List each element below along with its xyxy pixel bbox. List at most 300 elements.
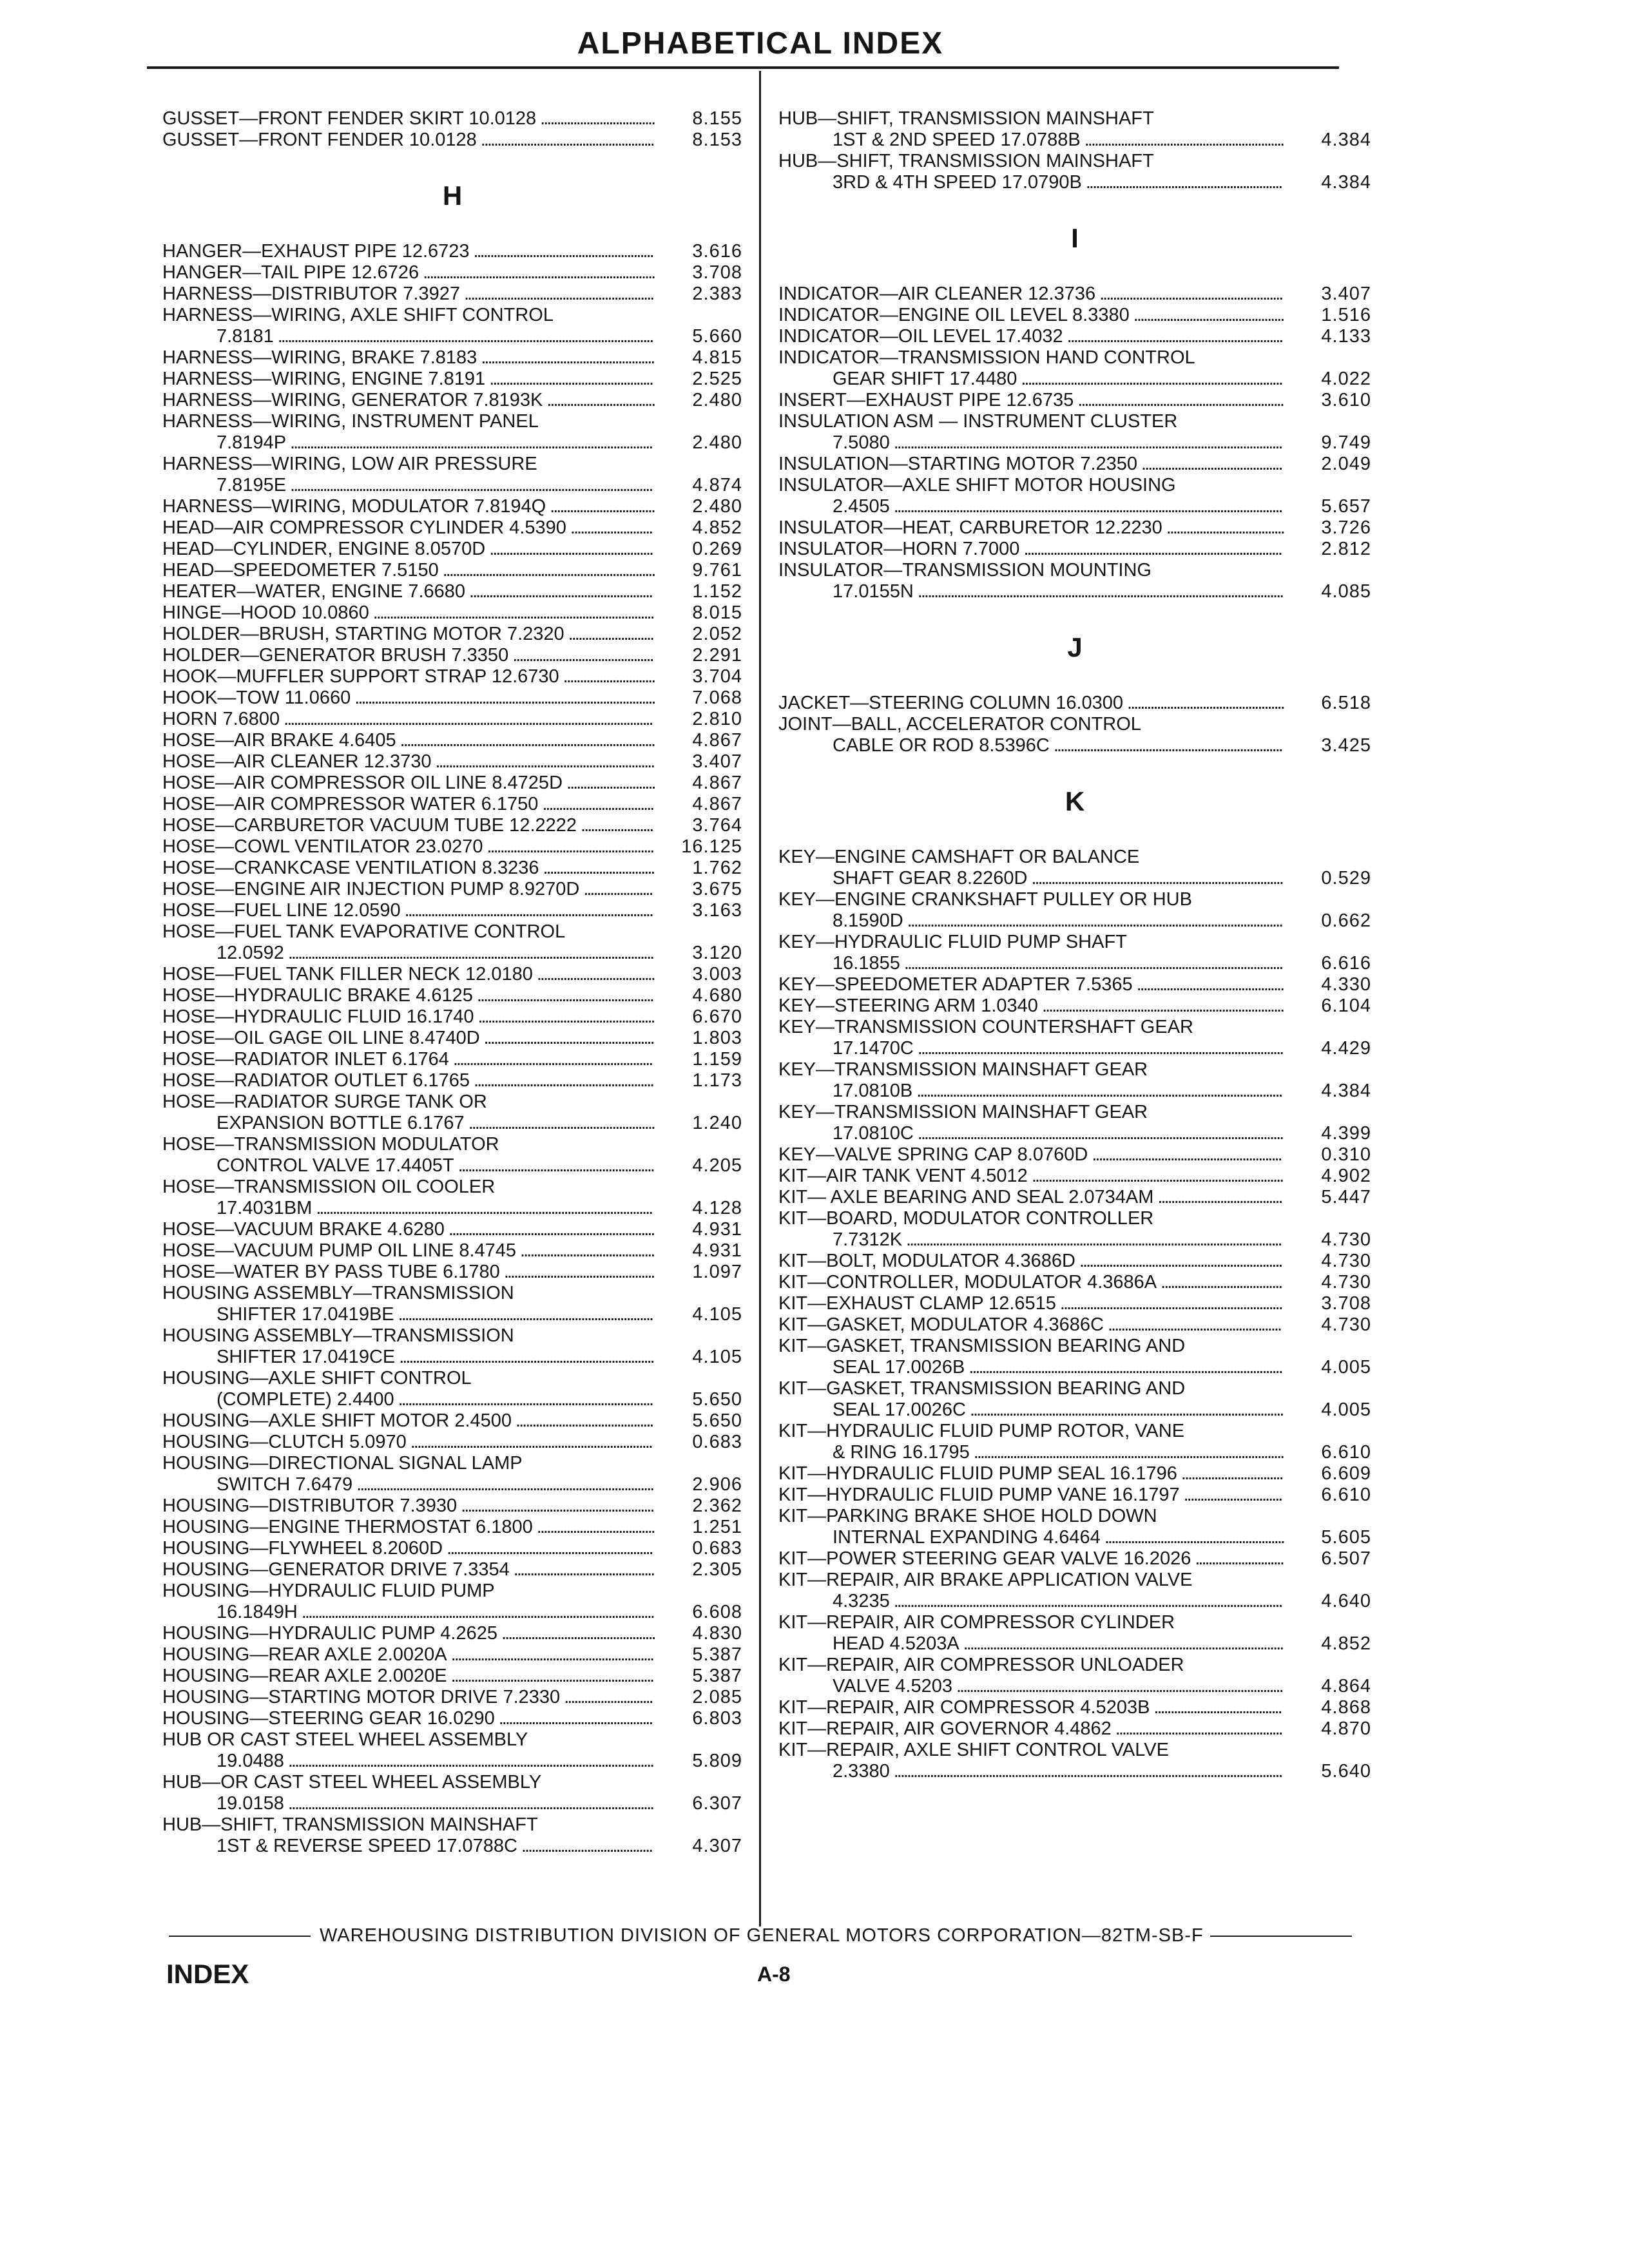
entry-label: HOSE—FUEL LINE 12.0590	[162, 900, 401, 921]
index-page-number: 6.608	[692, 1602, 742, 1622]
entry-label: HORN 7.6800	[162, 709, 280, 729]
index-entry	[162, 730, 742, 751]
index-entry-continuation	[778, 172, 1371, 193]
index-entry-text	[778, 974, 1283, 995]
entry-label: 3RD & 4TH SPEED 17.0790B	[833, 172, 1082, 193]
dot-leader: .........................	[570, 517, 652, 538]
index-entry	[162, 1325, 742, 1347]
index-page-number: 5.387	[692, 1666, 742, 1686]
index-entry	[778, 714, 1371, 735]
entry-label: INDICATOR—TRANSMISSION HAND CONTROL	[778, 347, 1195, 368]
index-page-number: 2.362	[692, 1495, 742, 1516]
index-page-number: 3.407	[1321, 284, 1371, 304]
index-entry	[162, 900, 742, 921]
index-entry-continuation	[162, 1113, 742, 1134]
index-entry	[162, 1559, 742, 1581]
index-entry-text	[162, 1581, 495, 1602]
index-page-number: 4.399	[1321, 1123, 1371, 1144]
entry-label: KIT—REPAIR, AIR COMPRESSOR 4.5203B	[778, 1697, 1150, 1718]
index-entry-text	[217, 943, 653, 964]
entry-label: HOOK—MUFFLER SUPPORT STRAP 12.6730	[162, 666, 559, 687]
dot-leader: ..............................................................................	[400, 730, 655, 751]
index-page-number: 9.761	[692, 560, 742, 581]
index-entry-text	[778, 1485, 1281, 1506]
index-entry-text	[162, 1410, 652, 1432]
entry-label: HOUSING—STEERING GEAR 16.0290	[162, 1708, 495, 1729]
dot-leader: ..............................	[1183, 1485, 1282, 1505]
index-entry-text	[778, 1740, 1169, 1761]
index-entry-text	[833, 432, 1282, 454]
index-entry	[162, 1219, 742, 1240]
index-entry	[778, 1251, 1371, 1272]
section-label: INDEX	[166, 1959, 249, 1989]
index-entry-text	[833, 1761, 1282, 1782]
entry-label: HUB—SHIFT, TRANSMISSION MAINSHAFT	[162, 1814, 538, 1835]
index-entry	[778, 517, 1371, 539]
footer-rule-right	[1210, 1936, 1352, 1937]
entry-label: HOSE—RADIATOR OUTLET 6.1765	[162, 1070, 470, 1091]
entry-label: KEY—ENGINE CRANKSHAFT PULLEY OR HUB	[778, 889, 1192, 910]
dot-leader: ............................................................................................	[354, 687, 655, 708]
index-entry	[778, 1208, 1371, 1229]
index-entry-text	[162, 1708, 651, 1729]
entry-label: INSULATOR—HORN 7.7000	[778, 539, 1020, 559]
index-entry-continuation	[778, 1761, 1371, 1782]
entry-label: 16.1849H	[217, 1602, 298, 1622]
entry-label: HEAD 4.5203A	[833, 1633, 959, 1654]
index-page-number: 5.809	[692, 1751, 742, 1771]
index-entry-text	[162, 108, 654, 130]
entry-label: 8.1590D	[833, 910, 903, 931]
index-entry	[162, 262, 742, 284]
dot-leader: ....................................................................	[1059, 1293, 1282, 1314]
entry-label: INSULATION ASM — INSTRUMENT CLUSTER	[778, 411, 1178, 432]
dot-leader: .......................................................................................................................	[893, 1761, 1282, 1782]
index-entry-continuation	[778, 868, 1371, 889]
index-page-number: 8.015	[692, 602, 742, 623]
dot-leader: ............................................................	[1085, 172, 1282, 193]
index-entry	[778, 454, 1371, 475]
index-entry-continuation	[162, 943, 742, 964]
entry-label: 4.3235	[833, 1591, 890, 1611]
index-entry-continuation	[778, 432, 1371, 454]
index-entry-text	[833, 1633, 1282, 1655]
index-page-number: 4.133	[1321, 326, 1371, 347]
index-entry	[778, 1506, 1371, 1527]
entry-label: HEAD—AIR COMPRESSOR CYLINDER 4.5390	[162, 517, 566, 538]
dot-leader: ......................................................	[477, 1006, 654, 1027]
entry-label: VALVE 4.5203	[833, 1676, 952, 1696]
index-entry	[162, 1666, 742, 1687]
index-entry	[778, 693, 1371, 714]
entry-label: HOSE—TRANSMISSION MODULATOR	[162, 1134, 499, 1155]
index-entry-text	[162, 687, 655, 709]
entry-label: KIT—HYDRAULIC FLUID PUMP SEAL 16.1796	[778, 1463, 1177, 1484]
dot-leader: ...............................................................................	[1023, 539, 1281, 559]
index-entry-text	[778, 995, 1283, 1017]
index-entry	[162, 241, 742, 262]
entry-label: 17.0810C	[833, 1123, 914, 1144]
index-entry-text	[162, 964, 654, 985]
index-entry	[778, 1378, 1371, 1399]
index-entry	[162, 1814, 742, 1836]
index-entry-continuation	[162, 1347, 742, 1368]
index-entry-text	[217, 1198, 651, 1219]
entry-label: HARNESS—WIRING, AXLE SHIFT CONTROL	[162, 305, 554, 325]
index-entry-text	[778, 347, 1195, 369]
entry-label: HARNESS—WIRING, LOW AIR PRESSURE	[162, 454, 537, 474]
entry-label: & RING 16.1795	[833, 1442, 970, 1463]
index-page-number: 1.251	[692, 1517, 742, 1537]
index-entry	[778, 560, 1371, 581]
index-entry-text	[162, 262, 654, 284]
dot-leader: ...........................................................................................	[356, 1474, 653, 1495]
index-entry	[162, 879, 742, 900]
dot-leader: ...........................	[1195, 1548, 1283, 1569]
entry-label: HEATER—WATER, ENGINE 7.6680	[162, 581, 466, 602]
index-entry-text	[162, 815, 652, 836]
entry-label: INSULATOR—HEAT, CARBURETOR 12.2230	[778, 517, 1162, 538]
entry-label: 7.5080	[833, 432, 890, 453]
index-entry-continuation	[162, 326, 742, 347]
index-page-number: 6.610	[1321, 1442, 1371, 1463]
index-page-number: 4.874	[692, 475, 742, 495]
dot-leader: ............................	[563, 666, 655, 687]
index-entry-text	[778, 1208, 1153, 1229]
dot-leader: .......................................................................................................	[316, 1198, 652, 1218]
entry-label: 1ST & REVERSE SPEED 17.0788C	[217, 1836, 517, 1856]
index-page-number: 9.749	[1321, 432, 1371, 453]
dot-leader: ...................................................................................................................	[907, 910, 1282, 931]
entry-label: HOUSING ASSEMBLY—TRANSMISSION	[162, 1283, 514, 1303]
dot-leader: .......................................................	[474, 1070, 653, 1091]
dot-leader: .....................	[583, 879, 652, 899]
index-entry-continuation	[778, 1442, 1371, 1463]
publisher-footer	[169, 1925, 1393, 1946]
index-page-number: 6.307	[692, 1793, 742, 1814]
index-entry	[162, 1410, 742, 1432]
index-entry-text	[778, 1314, 1280, 1336]
entry-label: HARNESS—WIRING, MODULATOR 7.8194Q	[162, 496, 546, 517]
index-entry	[778, 475, 1371, 496]
entry-label: 2.3380	[833, 1761, 890, 1782]
index-page-number: 4.830	[692, 1623, 742, 1644]
entry-label: INSERT—EXHAUST PIPE 12.6735	[778, 390, 1074, 410]
index-entry-text	[162, 879, 652, 900]
index-entry-text	[778, 305, 1283, 326]
dot-leader: .............................................................................	[1031, 868, 1282, 889]
index-entry	[778, 1612, 1371, 1633]
index-page-number: 3.003	[692, 964, 742, 985]
index-entry-text	[162, 305, 554, 326]
index-page-number: 3.163	[692, 900, 742, 921]
index-page-number: 0.662	[1321, 910, 1371, 931]
index-entry-text	[217, 1836, 651, 1857]
index-page-number: 4.680	[692, 985, 742, 1006]
index-entry-text	[833, 581, 1282, 602]
index-page-number: 2.291	[692, 645, 742, 666]
entry-label: INSULATOR—AXLE SHIFT MOTOR HOUSING	[778, 475, 1176, 495]
index-entry-text	[217, 1347, 653, 1368]
index-entry-text	[778, 454, 1282, 475]
entry-label: CABLE OR ROD 8.5396C	[833, 735, 1050, 756]
entry-label: KIT—BOARD, MODULATOR CONTROLLER	[778, 1208, 1154, 1229]
index-entry	[778, 995, 1371, 1017]
index-entry	[778, 1293, 1371, 1314]
index-entry-text	[778, 1336, 1185, 1357]
index-entry-continuation	[162, 1474, 742, 1495]
index-page-number: 4.384	[1321, 130, 1371, 150]
dot-leader: ..........................................	[516, 1410, 653, 1431]
index-entry-text	[162, 454, 537, 475]
entry-label: HANGER—EXHAUST PIPE 12.6723	[162, 241, 470, 262]
dot-leader: ........................................................	[469, 581, 652, 602]
index-page-number: 2.906	[692, 1474, 742, 1495]
dot-leader: ...................................................	[487, 836, 653, 857]
dot-leader: ....................................	[536, 1517, 654, 1537]
index-entry-text	[162, 1240, 653, 1262]
index-entry	[778, 1187, 1371, 1208]
index-page-number: 4.085	[1321, 581, 1371, 602]
index-entry-continuation	[162, 1304, 742, 1325]
left-index-column	[162, 108, 742, 1857]
entry-label: HOUSING—STARTING MOTOR DRIVE 7.2330	[162, 1687, 561, 1707]
entry-label: HOSE—FUEL TANK EVAPORATIVE CONTROL	[162, 921, 566, 942]
entry-label: INDICATOR—OIL LEVEL 17.4032	[778, 326, 1063, 347]
entry-label: SWITCH 7.6479	[217, 1474, 353, 1495]
index-entry	[778, 1740, 1371, 1761]
index-page-number: 4.384	[1321, 1081, 1371, 1101]
index-page-number: 4.864	[1321, 1676, 1371, 1696]
index-page-number: 4.307	[692, 1836, 742, 1856]
index-entry-text	[778, 1017, 1193, 1038]
dot-leader: ...........................................	[513, 1559, 654, 1580]
dot-leader: ...............................................................	[447, 1538, 652, 1559]
index-entry-continuation	[778, 1633, 1371, 1655]
index-entry-text	[778, 1059, 1148, 1081]
index-entry-text	[833, 130, 1283, 151]
index-entry-text	[778, 1187, 1282, 1208]
index-page-number: 8.153	[692, 130, 742, 150]
index-entry	[778, 889, 1371, 910]
index-entry-text	[833, 1527, 1284, 1548]
index-entry-text	[778, 1144, 1281, 1166]
index-entry	[162, 1070, 742, 1091]
index-entry-text	[162, 1687, 652, 1708]
index-entry	[162, 1049, 742, 1070]
index-entry-continuation	[162, 1836, 742, 1857]
index-page-number: 4.852	[692, 517, 742, 538]
index-entry-text	[217, 475, 651, 496]
entry-label: HOSE—AIR COMPRESSOR OIL LINE 8.4725D	[162, 773, 563, 793]
dot-leader: ...............................................................................................................	[290, 432, 652, 453]
index-page-number: 4.867	[692, 794, 742, 814]
index-entry-text	[833, 1357, 1282, 1378]
index-entry-text	[217, 326, 652, 347]
index-page-number: 3.675	[692, 879, 742, 899]
dot-leader: ................................................................................................................	[287, 943, 653, 963]
entry-label: 7.8195E	[217, 475, 287, 495]
dot-leader: .................................	[546, 390, 655, 410]
index-page-number: 6.616	[1321, 953, 1371, 974]
entry-label: 2.4505	[833, 496, 890, 517]
index-entry-text	[833, 369, 1282, 390]
index-entry-continuation	[778, 130, 1371, 151]
entry-label: INSULATION—STARTING MOTOR 7.2350	[778, 454, 1138, 474]
title-rule	[147, 66, 1339, 69]
entry-label: HANGER—TAIL PIPE 12.6726	[162, 262, 419, 283]
page-number: A-8	[757, 1963, 791, 1986]
index-entry-continuation	[162, 1793, 742, 1814]
dot-leader: ...............................................	[498, 1708, 652, 1729]
index-entry-text	[778, 539, 1281, 560]
index-entry	[162, 390, 742, 411]
entry-label: HOSE—AIR CLEANER 12.3730	[162, 751, 432, 772]
entry-label: KIT—REPAIR, AIR COMPRESSOR CYLINDER	[778, 1612, 1175, 1633]
entry-label: SEAL 17.0026B	[833, 1357, 965, 1378]
index-page-number: 5.640	[1321, 1761, 1371, 1782]
dot-leader: ..............................................................................	[398, 1389, 653, 1410]
entry-label: HARNESS—DISTRIBUTOR 7.3927	[162, 284, 460, 304]
dot-leader: ................................................................................................................	[917, 1038, 1283, 1059]
index-entry-text	[162, 1070, 653, 1091]
index-entry-text	[778, 889, 1192, 910]
index-page-number: 4.902	[1321, 1166, 1371, 1186]
dot-leader: ...........................................................	[461, 1495, 653, 1516]
dot-leader: ................................................................................	[1021, 369, 1282, 389]
index-page-number: 3.708	[692, 262, 742, 283]
entry-label: HOLDER—BRUSH, STARTING MOTOR 7.2320	[162, 624, 564, 644]
entry-label: KIT—HYDRAULIC FLUID PUMP ROTOR, VANE	[778, 1421, 1185, 1441]
index-entry	[162, 836, 742, 858]
entry-label: HOUSING—AXLE SHIFT CONTROL	[162, 1368, 472, 1389]
entry-label: 16.1855	[833, 953, 900, 974]
index-page-number: 0.683	[692, 1538, 742, 1559]
dot-leader: .........................................................	[468, 1113, 654, 1133]
entry-label: HOSE—VACUUM PUMP OIL LINE 8.4745	[162, 1240, 517, 1261]
index-page-number: 16.125	[681, 836, 742, 857]
index-entry-text	[833, 1591, 1282, 1612]
entry-label: HOUSING—GENERATOR DRIVE 7.3354	[162, 1559, 510, 1580]
dot-leader: ..........................................................................	[410, 1432, 651, 1452]
index-entry-continuation	[162, 432, 742, 454]
index-entry	[778, 108, 1371, 130]
dot-leader: .......................................................	[1104, 1527, 1284, 1548]
index-page-number: 3.704	[692, 666, 742, 687]
index-page-number: 1.516	[1321, 305, 1371, 325]
dot-leader: ................................................................................................	[969, 1357, 1282, 1378]
dot-leader: ................................................................................................................	[916, 1081, 1282, 1101]
entry-label: HOSE—RADIATOR INLET 6.1764	[162, 1049, 449, 1070]
index-entry-text	[162, 539, 652, 560]
index-entry-text	[778, 693, 1284, 714]
dot-leader: .................................................................................................................	[284, 709, 652, 729]
entry-label: HOSE—HYDRAULIC BRAKE 4.6125	[162, 985, 473, 1006]
dot-leader: ...........................................	[512, 645, 653, 666]
dot-leader: ...........................	[566, 773, 655, 793]
index-entry-text	[162, 773, 655, 794]
entry-label: HOSE—RADIATOR SURGE TANK OR	[162, 1091, 487, 1112]
index-page-number: 4.128	[692, 1198, 742, 1218]
entry-label: HOUSING—DISTRIBUTOR 7.3930	[162, 1495, 458, 1516]
index-entry-text	[162, 1134, 499, 1155]
dot-leader: ......................................................................	[1053, 735, 1282, 756]
entry-label: GUSSET—FRONT FENDER 10.0128	[162, 130, 477, 150]
index-entry	[778, 347, 1371, 369]
entry-label: HOSE—CARBURETOR VACUUM TUBE 12.2222	[162, 815, 577, 836]
index-entry	[778, 411, 1371, 432]
index-entry-text	[162, 1538, 652, 1559]
section-letter-heading: I	[1071, 223, 1079, 253]
index-page-number: 4.384	[1321, 172, 1371, 193]
index-entry-text	[162, 1177, 495, 1198]
index-entry	[162, 1283, 742, 1304]
index-entry-text	[162, 1219, 653, 1240]
index-page-number: 0.683	[692, 1432, 742, 1452]
index-entry-text	[162, 1729, 528, 1751]
dot-leader: ...................................................	[1115, 1718, 1282, 1739]
dot-leader: .............................................................................	[1031, 1166, 1283, 1186]
index-entry-continuation	[778, 1676, 1371, 1697]
entry-label: HARNESS—WIRING, BRAKE 7.8183	[162, 347, 477, 368]
entry-label: KIT—AIR TANK VENT 4.5012	[778, 1166, 1028, 1186]
index-page-number: 2.480	[692, 496, 742, 517]
entry-label: KIT—REPAIR, AIR BRAKE APPLICATION VALVE	[778, 1570, 1193, 1590]
entry-label: HOUSING—CLUTCH 5.0970	[162, 1432, 407, 1452]
page-title: ALPHABETICAL INDEX	[577, 26, 944, 61]
entry-label: HOUSING—AXLE SHIFT MOTOR 2.4500	[162, 1410, 512, 1431]
dot-leader: ....................................................................................................................	[903, 953, 1282, 974]
dot-leader: .......................................................................................................................	[893, 1591, 1282, 1611]
index-entry	[778, 1655, 1371, 1676]
dot-leader: ..................................................................	[1066, 326, 1282, 347]
index-entry-text	[778, 1612, 1175, 1633]
index-entry	[162, 1453, 742, 1474]
index-entry	[162, 347, 742, 369]
index-entry	[162, 1240, 742, 1262]
entry-label: HOUSING—REAR AXLE 2.0020E	[162, 1666, 447, 1686]
entry-label: HUB—SHIFT, TRANSMISSION MAINSHAFT	[778, 151, 1154, 171]
entry-label: INTERNAL EXPANDING 4.6464	[833, 1527, 1101, 1548]
dot-leader: .......................................	[1153, 1697, 1281, 1718]
entry-label: KIT—PARKING BRAKE SHOE HOLD DOWN	[778, 1506, 1157, 1526]
index-page-number: 1.803	[692, 1028, 742, 1048]
index-entry	[162, 284, 742, 305]
dot-leader: ..................................................	[489, 369, 653, 389]
index-entry-text	[778, 932, 1127, 953]
index-entry-text	[162, 1666, 653, 1687]
index-page-number: 5.650	[692, 1389, 742, 1410]
dot-leader: ..............................................................................	[398, 1304, 653, 1325]
index-page-number: 4.330	[1321, 974, 1371, 995]
entry-label: HOSE—HYDRAULIC FLUID 16.1740	[162, 1006, 474, 1027]
entry-label: KEY—VALVE SPRING CAP 8.0760D	[778, 1144, 1088, 1165]
entry-label: 12.0592	[217, 943, 284, 963]
index-entry-continuation	[162, 1751, 742, 1772]
index-page-number: 5.447	[1321, 1187, 1371, 1207]
entry-label: 17.1470C	[833, 1038, 914, 1059]
dot-leader: .......................................................................................................................	[893, 496, 1282, 517]
footer-rule-left	[169, 1936, 311, 1937]
index-entry	[162, 1687, 742, 1708]
index-entry	[162, 1262, 742, 1283]
index-page-number: 2.305	[692, 1559, 742, 1580]
index-entry-text	[778, 475, 1176, 496]
dot-leader: ...............................................................................................	[973, 1442, 1284, 1463]
index-entry	[162, 1368, 742, 1389]
entry-label: KIT— AXLE BEARING AND SEAL 2.0734AM	[778, 1187, 1154, 1207]
index-page-number: 1.097	[692, 1262, 742, 1282]
